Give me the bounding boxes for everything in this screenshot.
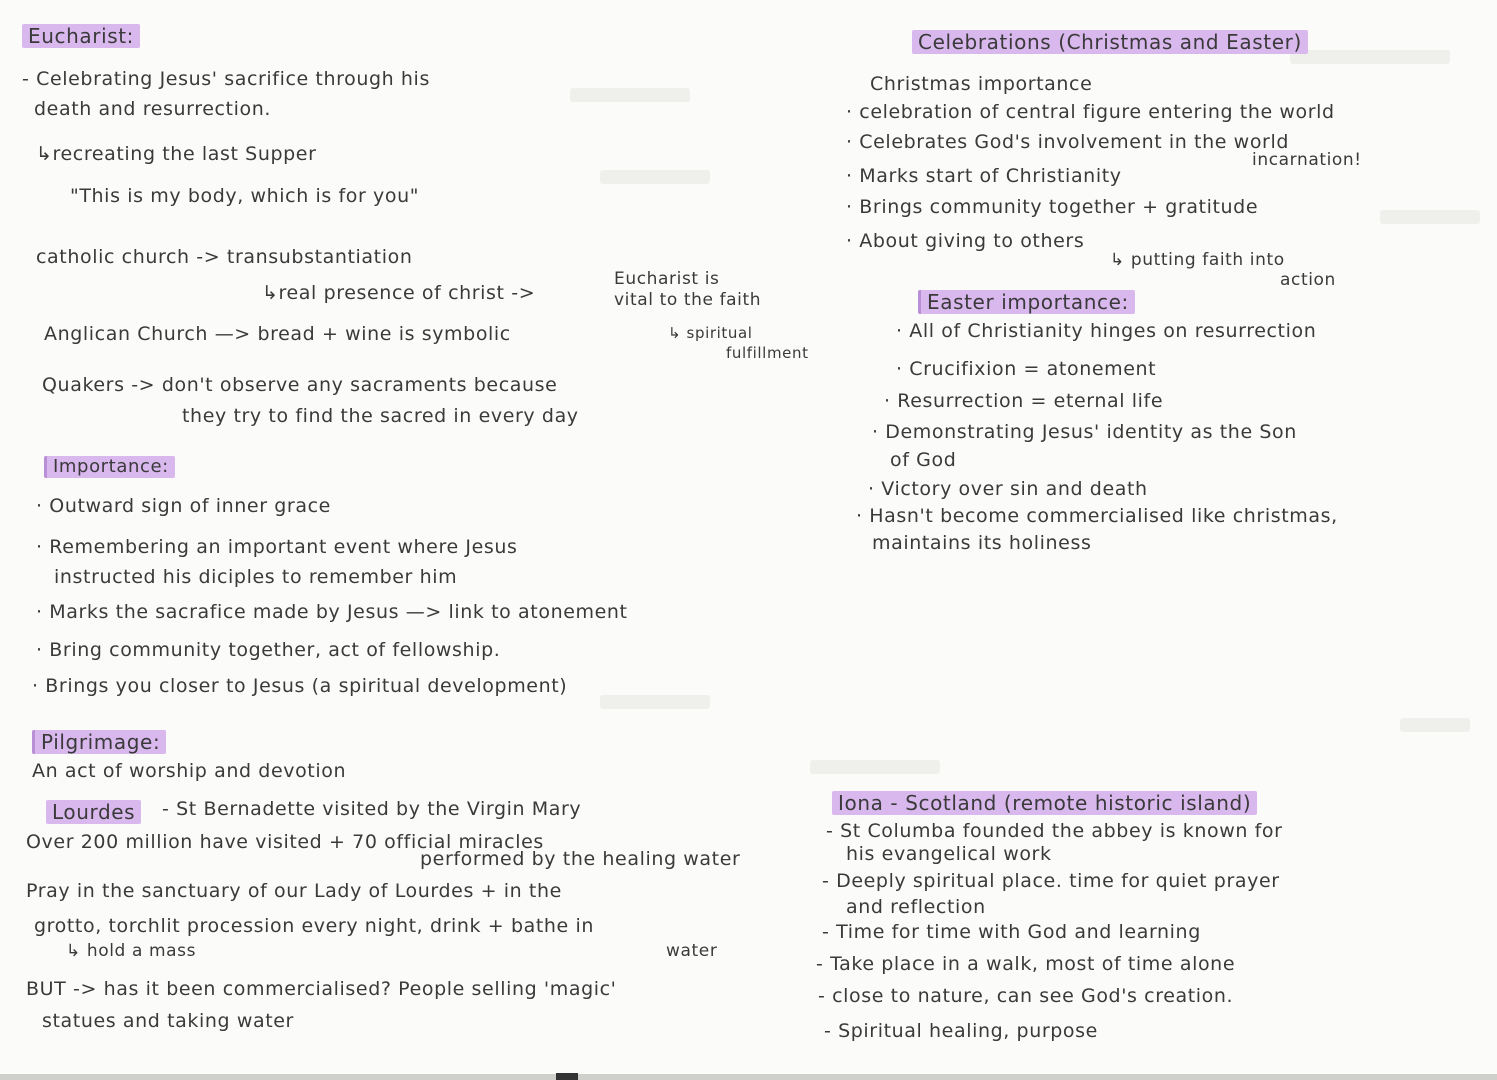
pilgrimage-line: Over 200 million have visited + 70 official miracles — [26, 831, 544, 853]
christmas-bullet: incarnation! — [1252, 150, 1362, 170]
christmas-bullet: · Brings community together + gratitude — [846, 196, 1259, 218]
faint-mark — [1290, 50, 1450, 64]
pilgrimage-line: Pray in the sanctuary of our Lady of Lourdes + in the — [26, 880, 562, 902]
christmas-bullet: · About giving to others — [846, 230, 1085, 252]
eucharist-line: death and resurrection. — [34, 98, 271, 120]
eucharist-side-note: Eucharist is — [614, 269, 720, 289]
easter-bullet: · Victory over sin and death — [868, 478, 1148, 500]
pilgrimage-line: - St Bernadette visited by the Virgin Mary — [162, 798, 582, 820]
eucharist-side-note: ↳ spiritual — [668, 324, 753, 342]
pilgrimage-line: BUT -> has it been commercialised? People selling 'magic' — [26, 978, 617, 1000]
easter-bullet: maintains its holiness — [872, 532, 1092, 554]
importance-bullet: · Marks the sacrafice made by Jesus —> link to atonement — [36, 601, 628, 623]
faint-mark — [600, 170, 710, 184]
iona-line: - close to nature, can see God's creation. — [818, 985, 1234, 1007]
binder-clip — [556, 1073, 578, 1080]
faint-mark — [600, 695, 710, 709]
christmas-bullet: ↳ putting faith into — [1110, 250, 1285, 270]
importance-bullet: instructed his diciples to remember him — [54, 566, 458, 588]
eucharist-line: they try to find the sacred in every day — [182, 405, 579, 427]
eucharist-line: ↳recreating the last Supper — [36, 143, 317, 165]
pilgrimage-line: An act of worship and devotion — [32, 760, 347, 782]
iona-line: and reflection — [846, 896, 986, 918]
christmas-bullet: · celebration of central figure entering the world — [846, 101, 1335, 123]
christmas-subheading: Christmas importance — [870, 73, 1093, 95]
iona-line: - St Columba founded the abbey is known for — [826, 820, 1283, 842]
celebrations-heading: Celebrations (Christmas and Easter) — [912, 30, 1308, 54]
eucharist-side-note: vital to the faith — [614, 290, 762, 310]
importance-bullet: · Outward sign of inner grace — [36, 495, 331, 517]
faint-mark — [810, 760, 940, 774]
easter-bullet: · Crucifixion = atonement — [896, 358, 1157, 380]
christmas-bullet: · Marks start of Christianity — [846, 165, 1122, 187]
easter-bullet: · Resurrection = eternal life — [884, 390, 1164, 412]
pilgrimage-line: statues and taking water — [42, 1010, 294, 1032]
faint-mark — [570, 88, 690, 102]
eucharist-line: ↳real presence of christ -> — [262, 282, 536, 304]
importance-bullet: · Bring community together, act of fellowship. — [36, 639, 501, 661]
iona-line: his evangelical work — [846, 843, 1052, 865]
eucharist-heading: Eucharist: — [22, 24, 140, 48]
christmas-bullet: action — [1280, 270, 1336, 290]
pilgrimage-line: performed by the healing water — [420, 848, 741, 870]
lourdes-heading: Lourdes — [46, 800, 141, 824]
easter-bullet: · Demonstrating Jesus' identity as the Son — [872, 421, 1297, 443]
importance-heading: Importance: — [44, 456, 175, 478]
iona-line: - Time for time with God and learning — [822, 921, 1201, 943]
eucharist-line: - Celebrating Jesus' sacrifice through his — [22, 68, 430, 90]
eucharist-quote: "This is my body, which is for you" — [70, 185, 420, 207]
faint-mark — [1380, 210, 1480, 224]
iona-heading: Iona - Scotland (remote historic island) — [832, 791, 1257, 815]
pilgrimage-line: grotto, torchlit procession every night, drink + bathe in — [34, 915, 594, 937]
eucharist-line: catholic church -> transubstantiation — [36, 246, 413, 268]
iona-line: - Take place in a walk, most of time alone — [816, 953, 1236, 975]
christmas-bullet: · Celebrates God's involvement in the world — [846, 131, 1289, 153]
pilgrimage-line: ↳ hold a mass — [66, 941, 197, 961]
easter-bullet: of God — [890, 449, 957, 471]
importance-bullet: · Remembering an important event where Jesus — [36, 536, 518, 558]
eucharist-line: Anglican Church —> bread + wine is symbolic — [44, 323, 511, 345]
eucharist-side-note: fulfillment — [726, 344, 809, 362]
iona-line: - Spiritual healing, purpose — [824, 1020, 1098, 1042]
eucharist-line: Quakers -> don't observe any sacraments because — [42, 374, 558, 396]
faint-mark — [1400, 718, 1470, 732]
page-bottom-edge — [0, 1074, 1497, 1080]
pilgrimage-heading: Pilgrimage: — [32, 730, 166, 754]
iona-line: - Deeply spiritual place. time for quiet prayer — [822, 870, 1280, 892]
importance-bullet: · Brings you closer to Jesus (a spiritual development) — [32, 675, 568, 697]
easter-heading: Easter importance: — [918, 290, 1135, 314]
pilgrimage-line: water — [666, 941, 718, 961]
easter-bullet: · All of Christianity hinges on resurrection — [896, 320, 1317, 342]
easter-bullet: · Hasn't become commercialised like christmas, — [856, 505, 1338, 527]
